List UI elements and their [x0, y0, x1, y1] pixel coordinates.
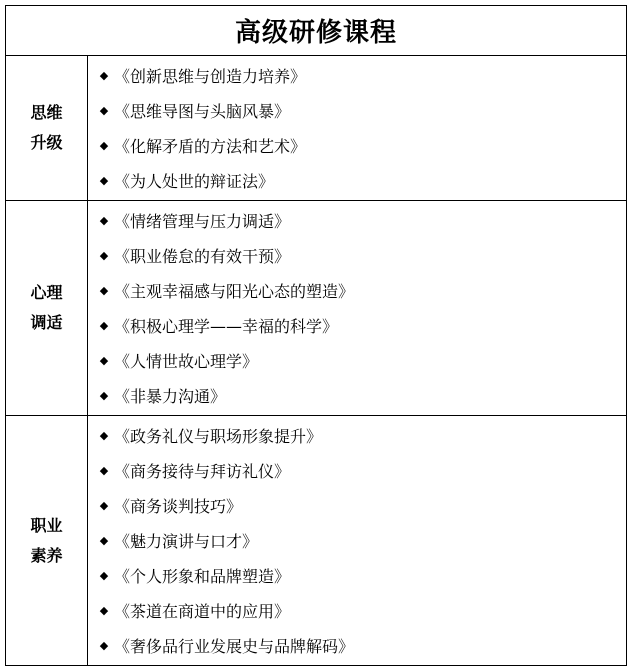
- section-label-line: 素养: [30, 545, 63, 565]
- diamond-bullet-icon: ◆: [99, 248, 109, 262]
- course-name: 《化解矛盾的方法和艺术》: [114, 137, 307, 157]
- list-item: [98, 310, 626, 342]
- list-item: [98, 489, 626, 521]
- course-name: 《积极心理学——幸福的科学》: [114, 317, 339, 337]
- section-label-line: 心理: [30, 283, 63, 302]
- list-item: [98, 630, 626, 662]
- table-title: 高级研修课程: [6, 6, 626, 56]
- course-name: 《商务接待与拜访礼仪》: [114, 461, 291, 481]
- course-name: 《主观幸福感与阳光心态的塑造》: [114, 281, 355, 301]
- course-name: 《茶道在商道中的应用》: [114, 602, 291, 622]
- course-name: 《个人形象和品牌塑造》: [114, 567, 291, 587]
- diamond-bullet-icon: ◆: [99, 213, 109, 227]
- course-name: 《商务谈判技巧》: [114, 496, 243, 516]
- list-item: [98, 204, 626, 236]
- course-name: 《人情世故心理学》: [114, 352, 259, 372]
- course-list: [88, 416, 626, 665]
- diamond-bullet-icon: ◆: [99, 639, 109, 653]
- list-item: [98, 595, 626, 627]
- course-list: [88, 56, 626, 200]
- list-item: [98, 525, 626, 557]
- diamond-bullet-icon: ◆: [99, 174, 109, 188]
- list-item: [98, 239, 626, 271]
- section-label: [6, 56, 88, 200]
- section-label: [6, 201, 88, 415]
- course-name: 《非暴力沟通》: [114, 387, 227, 407]
- course-name: 《职业倦怠的有效干预》: [114, 246, 291, 266]
- section-mental-adjustment: [6, 201, 626, 416]
- course-name: 《创新思维与创造力培养》: [114, 66, 307, 86]
- diamond-bullet-icon: ◆: [99, 103, 109, 117]
- list-item: [98, 454, 626, 486]
- diamond-bullet-icon: ◆: [99, 428, 109, 442]
- diamond-bullet-icon: ◆: [99, 139, 109, 153]
- diamond-bullet-icon: ◆: [99, 389, 109, 403]
- diamond-bullet-icon: ◆: [99, 68, 109, 82]
- course-name: 《情绪管理与压力调适》: [114, 211, 291, 231]
- course-name: 《魅力演讲与口才》: [114, 532, 259, 551]
- diamond-bullet-icon: ◆: [99, 498, 109, 512]
- course-name: 《为人处世的辩证法》: [114, 172, 275, 192]
- course-table: [5, 5, 627, 666]
- diamond-bullet-icon: ◆: [99, 283, 109, 297]
- course-list: [88, 201, 626, 415]
- course-name: 《奢侈品行业发展史与品牌解码》: [114, 637, 355, 657]
- section-label: [6, 416, 88, 665]
- list-item: [98, 165, 626, 197]
- list-item: [98, 380, 626, 412]
- list-item: [98, 560, 626, 592]
- diamond-bullet-icon: ◆: [99, 569, 109, 583]
- diamond-bullet-icon: ◆: [99, 354, 109, 368]
- course-name: 《政务礼仪与职场形象提升》: [114, 426, 323, 446]
- list-item: [98, 94, 626, 126]
- list-item: [98, 345, 626, 377]
- list-item: [98, 419, 626, 451]
- list-item: [98, 59, 626, 91]
- diamond-bullet-icon: ◆: [99, 319, 109, 333]
- section-professional-quality: [6, 416, 626, 665]
- section-label-line: 调适: [30, 313, 63, 332]
- list-item: [98, 274, 626, 306]
- list-item: [98, 130, 626, 162]
- section-label-line: 职业: [30, 515, 63, 535]
- section-label-line: 升级: [30, 133, 63, 152]
- diamond-bullet-icon: ◆: [99, 604, 109, 618]
- course-name: 《思维导图与头脑风暴》: [114, 101, 291, 121]
- section-label-line: 思维: [30, 103, 63, 122]
- section-thinking-upgrade: [6, 56, 626, 201]
- diamond-bullet-icon: ◆: [99, 463, 109, 477]
- diamond-bullet-icon: ◆: [99, 534, 109, 547]
